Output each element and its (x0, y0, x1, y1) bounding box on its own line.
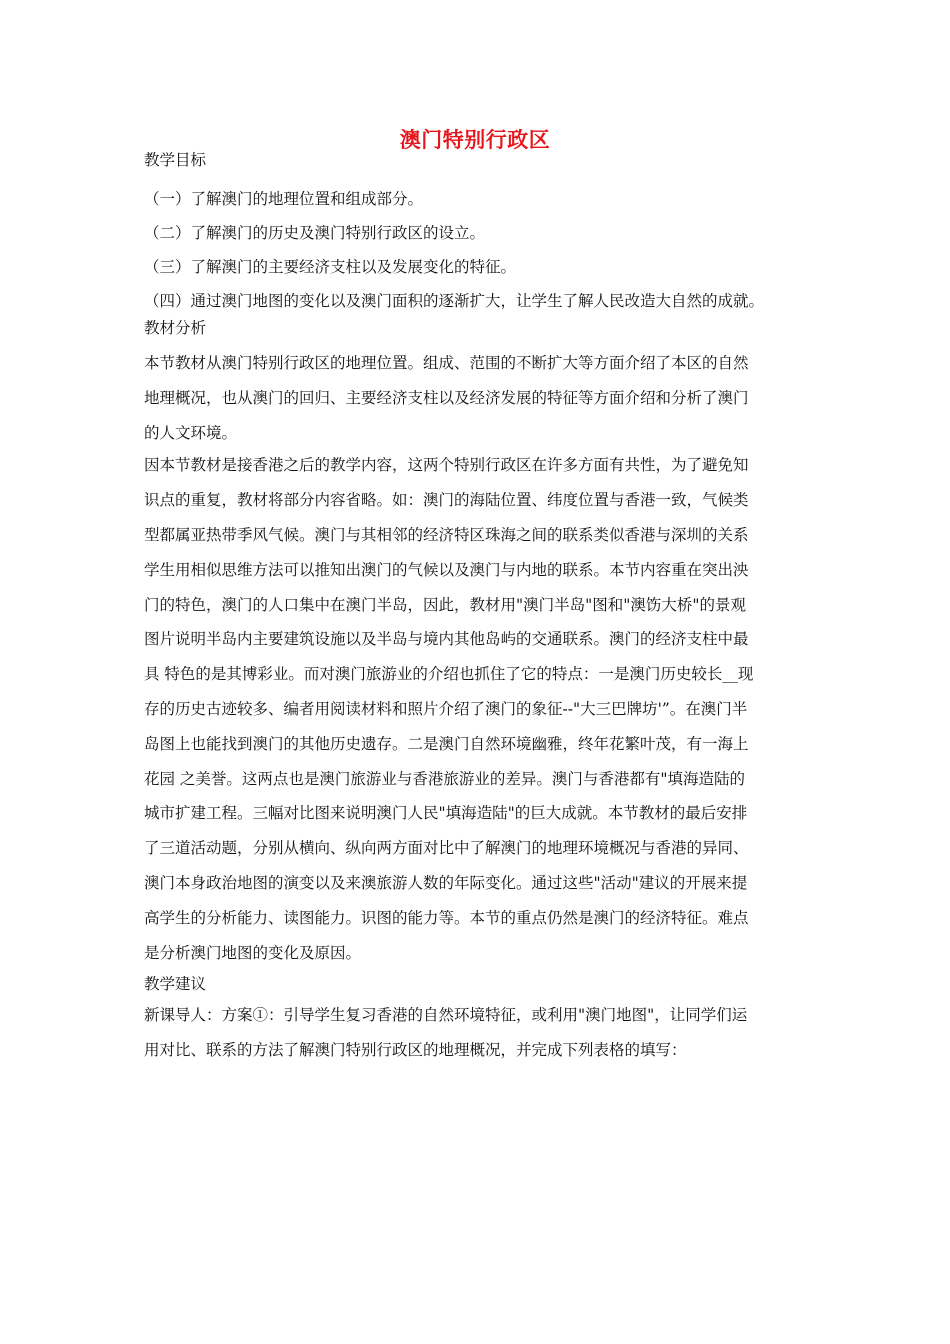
paragraph-line: 新课导人：方案①：引导学生复习香港的自然环境特征，或利用"澳门地图"，让同学们运 (144, 1006, 748, 1025)
paragraph-line: 城市扩建工程。三幅对比图来说明澳门人民"填海造陆"的巨大成就。本节教材的最后安排 (144, 804, 748, 823)
document-title: 澳门特别行政区 (399, 127, 551, 152)
paragraph-line: 门的特色，澳门的人口集中在澳门半岛，因此，教材用"澳门半岛"图和"澳饬大桥"的景观 (144, 595, 747, 614)
goal-item: （四）通过澳门地图的变化以及澳门面积的逐渐扩大，让学生了解人民改造大自然的成就。 (144, 292, 765, 310)
goal-item: （一）了解澳门的地理位置和组成部分。 (144, 190, 424, 208)
goals-list (144, 182, 808, 318)
section-heading-goals: 教学目标 (144, 151, 207, 169)
paragraph-line: 识点的重复，教材将部分内容省略。如：澳门的海陆位置、纬度位置与香港一致，气候类 (144, 491, 749, 510)
paragraph-line: 具 特色的是其博彩业。而对澳门旅游业的介绍也抓住了它的特点：一是澳门历史较长__现 (144, 665, 754, 684)
paragraph-line: 因本节教材是接香港之后的教学内容，这两个特别行政区在许多方面有共性，为了避免知 (144, 456, 749, 475)
paragraph-line: 本节教材从澳门特别行政区的地理位置。组成、范围的不断扩大等方面介绍了本区的自然 (144, 354, 749, 372)
paragraph-line: 图片说明半岛内主要建筑设施以及半岛与境内其他岛屿的交通联系。澳门的经济支柱中最 (144, 630, 749, 649)
document-body (144, 148, 808, 1068)
paragraph-line: 学生用相似思维方法可以推知出澳门的气候以及澳门与内地的联系。本节内容重在突出泱 (144, 560, 749, 579)
section-heading-analysis: 教材分析 (144, 319, 207, 337)
paragraph-line: 的人文环境。 (144, 423, 238, 442)
paragraph-line: 岛图上也能找到澳门的其他历史遗存。二是澳门自然环境幽雅，终年花繁叶茂，有一海上 (144, 734, 749, 753)
goal-item: （二）了解澳门的历史及澳门特别行政区的设立。 (144, 224, 486, 242)
paragraph-line: 用对比、联系的方法了解澳门特别行政区的地理概况，并完成下列表格的填写： (144, 1041, 687, 1060)
paragraph-line: 型都属亚热带季风气候。澳门与其相邻的经济特区珠海之间的联系类似香港与深圳的关系 (144, 525, 749, 544)
paragraph-line: 高学生的分析能力、读图能力。识图的能力等。本节的重点仍然是澳门的经济特征。难点 (144, 908, 749, 927)
goal-item: （三）了解澳门的主要经济支柱以及发展变化的特征。 (144, 258, 517, 276)
paragraph-line: 存的历史古迹较多、编者用阅读材料和照片介绍了澳门的象征--"大三巴牌坊'”。在澳门半 (144, 699, 748, 718)
suggestion-paragraph-1 (144, 998, 808, 1068)
analysis-paragraph-2 (144, 448, 808, 970)
paragraph-line: 澳门本身政治地图的演变以及来澳旅游人数的年际变化。通过这些"活动"建议的开展来提 (144, 873, 748, 892)
paragraph-line: 了三道活动题，分别从横向、纵向两方面对比中了解澳门的地理环境概况与香港的异同、 (144, 839, 749, 858)
paragraph-line: 是分析澳门地图的变化及原因。 (144, 943, 362, 962)
section-heading-suggestion: 教学建议 (144, 975, 207, 994)
paragraph-line: 花园 之美誉。这两点也是澳门旅游业与香港旅游业的差异。澳门与香港都有"填海造陆的 (144, 769, 746, 788)
paragraph-line: 地理概况，也从澳门的回归、主要经济支柱以及经济发展的特征等方面介绍和分析了澳门 (144, 388, 749, 407)
analysis-paragraph-1 (144, 346, 808, 450)
